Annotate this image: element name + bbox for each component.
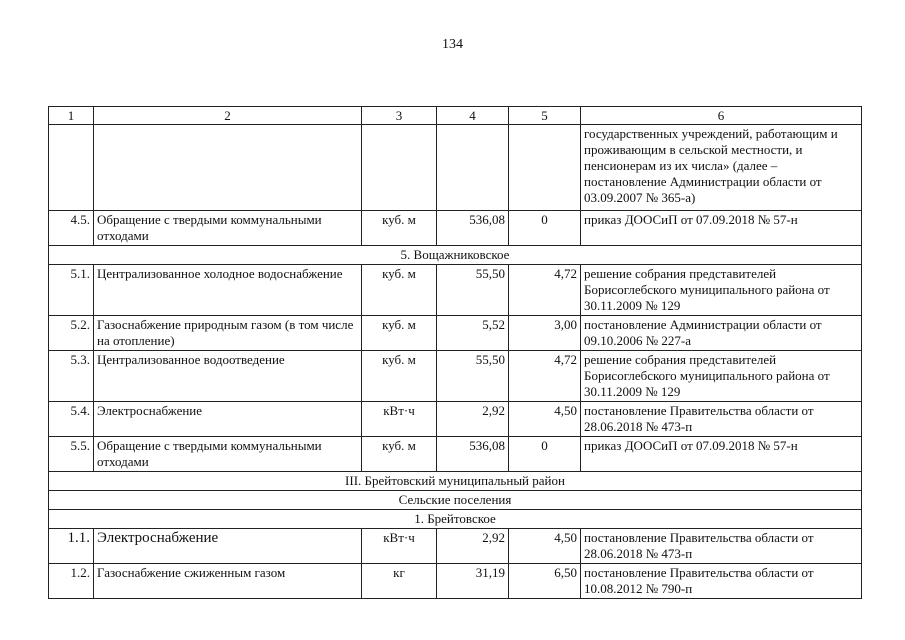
row-basis: решение собрания представителей Борисоглебского муниципального района от 30.11.2009 № 129 (581, 351, 862, 402)
section-row (49, 491, 862, 510)
table-row (49, 564, 862, 599)
row-unit: куб. м (362, 437, 437, 472)
row-number: 5.1. (49, 265, 94, 316)
header-col-3: 3 (362, 107, 437, 125)
row-unit: кВт·ч (362, 529, 437, 564)
row-basis: приказ ДООСиП от 07.09.2018 № 57-н (581, 437, 862, 472)
header-col-2: 2 (94, 107, 362, 125)
row-service: Электроснабжение (94, 402, 362, 437)
row-basis: постановление Администрации области от 09.10.2006 № 227-а (581, 316, 862, 351)
row-unit: кг (362, 564, 437, 599)
row-amount: 4,50 (509, 529, 581, 564)
row-amount: 4,50 (509, 402, 581, 437)
row-service: Электроснабжение (94, 529, 362, 564)
settlement-type-title: Сельские поселения (49, 491, 862, 510)
row-unit: куб. м (362, 265, 437, 316)
header-col-1: 1 (49, 107, 94, 125)
header-row (49, 107, 862, 125)
table-row (49, 351, 862, 402)
page-number: 134 (442, 37, 463, 52)
row-number: 5.5. (49, 437, 94, 472)
row-service: Газоснабжение сжиженным газом (94, 564, 362, 599)
row-service: Централизованное холодное водоснабжение (94, 265, 362, 316)
district-title: III. Брейтовский муниципальный район (49, 472, 862, 491)
row-norm: 536,08 (437, 437, 509, 472)
row-norm: 31,19 (437, 564, 509, 599)
row-unit: кВт·ч (362, 402, 437, 437)
section-title: 1. Брейтовское (49, 510, 862, 529)
row-service: Газоснабжение природным газом (в том числе на отопление) (94, 316, 362, 351)
row-norm: 2,92 (437, 402, 509, 437)
header-col-4: 4 (437, 107, 509, 125)
row-unit: куб. м (362, 211, 437, 246)
row-number: 4.5. (49, 211, 94, 246)
row-service: Централизованное водоотведение (94, 351, 362, 402)
row-amount: 4,72 (509, 265, 581, 316)
table-row (49, 437, 862, 472)
row-number: 5.2. (49, 316, 94, 351)
tariff-table (48, 106, 862, 599)
row-basis: решение собрания представителей Борисоглебского муниципального района от 30.11.2009 № 129 (581, 265, 862, 316)
row-norm: 55,50 (437, 265, 509, 316)
row-amount: 0 (509, 211, 581, 246)
row-service: Обращение с твердыми коммунальными отходами (94, 437, 362, 472)
header-col-6: 6 (581, 107, 862, 125)
row-number: 1.2. (49, 564, 94, 599)
row-basis: постановление Правительства области от 28.06.2018 № 473-п (581, 402, 862, 437)
row-number: 1.1. (49, 529, 94, 564)
section-row (49, 510, 862, 529)
row-basis: постановление Правительства области от 28.06.2018 № 473-п (581, 529, 862, 564)
row-unit: куб. м (362, 316, 437, 351)
section-row (49, 246, 862, 265)
row-amount: 0 (509, 437, 581, 472)
table-row (49, 211, 862, 246)
row-norm: 2,92 (437, 529, 509, 564)
table-row (49, 265, 862, 316)
row-norm: 55,50 (437, 351, 509, 402)
row-service: Обращение с твердыми коммунальными отходами (94, 211, 362, 246)
continuation-row (49, 125, 862, 211)
row-norm: 5,52 (437, 316, 509, 351)
header-col-5: 5 (509, 107, 581, 125)
row-basis: постановление Правительства области от 10.08.2012 № 790-п (581, 564, 862, 599)
row-amount: 4,72 (509, 351, 581, 402)
table-row (49, 529, 862, 564)
row-amount: 6,50 (509, 564, 581, 599)
section-row (49, 472, 862, 491)
row-amount: 3,00 (509, 316, 581, 351)
row-norm: 536,08 (437, 211, 509, 246)
row-number: 5.4. (49, 402, 94, 437)
row-number: 5.3. (49, 351, 94, 402)
row-unit: куб. м (362, 351, 437, 402)
continuation-text: государственных учреждений, работающим и проживающим в сельской местности, и пенсионерам из их числа» (далее – постановление Администрации области от 03.09.2007 № 365-а) (581, 125, 862, 211)
table-row (49, 316, 862, 351)
table-row (49, 402, 862, 437)
row-basis: приказ ДООСиП от 07.09.2018 № 57-н (581, 211, 862, 246)
section-title: 5. Вощажниковское (49, 246, 862, 265)
